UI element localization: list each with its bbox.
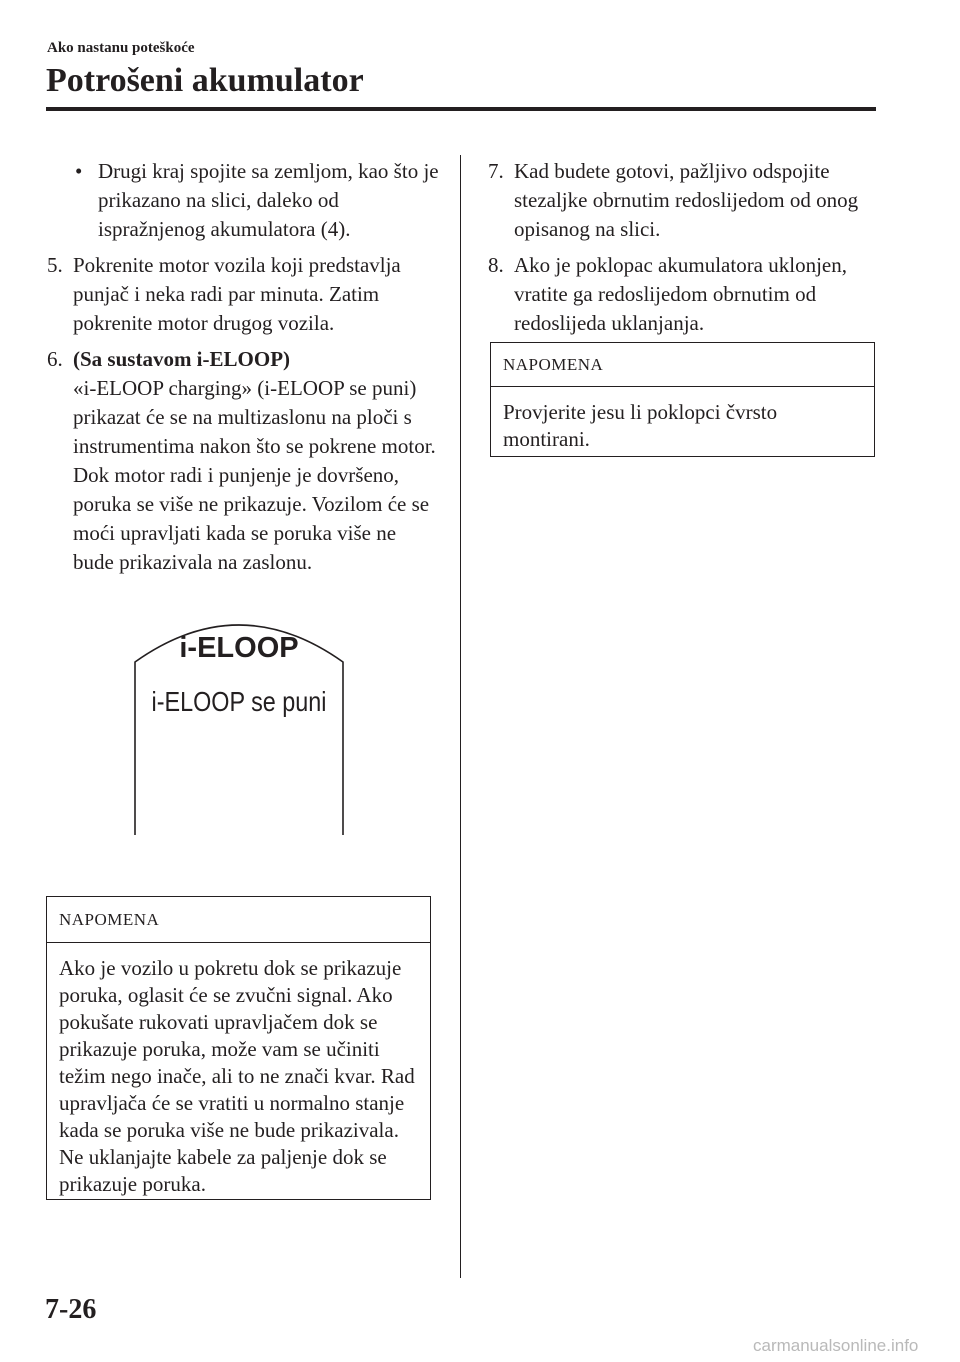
- step-number: 5.: [47, 253, 63, 277]
- step-5: [47, 251, 442, 338]
- left-column: [47, 157, 442, 584]
- step-number: 8.: [488, 253, 504, 277]
- step-text: Ako je poklopac akumulatora uklonjen, vratite ga redoslijedom obrnutim od redoslijeda uklanjanja.: [514, 253, 847, 335]
- step-6: [47, 345, 442, 577]
- display-message: i-ELOOP se puni: [151, 686, 327, 717]
- page-number: 7-26: [45, 1294, 97, 1325]
- note-heading: NAPOMENA: [47, 897, 430, 943]
- step-text: «i-ELOOP charging» (i-ELOOP se puni) prikazat će se na multizaslonu na ploči s instrumentima nakon što se pokrene motor. Dok motor radi i punjenje je dovršeno, poruka se više ne prikazuje. Vozilom će se moći upravljati kada se poruka više ne bude prikazivala na zaslonu.: [73, 376, 436, 574]
- display-heading: i-ELOOP: [179, 632, 299, 664]
- note-heading: NAPOMENA: [491, 343, 874, 387]
- note-text: Provjerite jesu li poklopci čvrsto montirani.: [503, 400, 778, 451]
- note-box-left: [46, 896, 431, 1200]
- step-number: 7.: [488, 159, 504, 183]
- note-box-right: [490, 342, 875, 457]
- ieloop-display-illustration: [134, 600, 344, 835]
- step-text: Pokrenite motor vozila koji predstavlja punjač i neka radi par minuta. Zatim pokrenite motor drugog vozila.: [73, 253, 401, 335]
- title-rule: [46, 107, 876, 111]
- note-text: Ako je vozilo u pokretu dok se prikazuje poruka, oglasit će se zvučni signal. Ako pokušate rukovati upravljačem dok se prikazuje poruka, može vam se učiniti težim nego inače, ali to ne znači kvar. Rad upravljača će se vratiti u normalno stanje kada se poruka više ne bude prikazivala. Ne uklanjajte kabele za paljenje dok se prikazuje poruka.: [59, 956, 415, 1196]
- bullet-marker: •: [75, 159, 83, 183]
- bullet-item: [47, 157, 442, 244]
- step-number: 6.: [47, 347, 63, 371]
- right-column: [488, 157, 888, 345]
- column-divider: [460, 155, 461, 1278]
- watermark: carmanualsonline.info: [753, 1336, 919, 1355]
- step-7: [488, 157, 888, 244]
- step-heading: (Sa sustavom i-ELOOP): [73, 347, 291, 371]
- step-text: Kad budete gotovi, pažljivo odspojite stezaljke obrnutim redoslijedom od onog opisanog na slici.: [514, 159, 859, 241]
- page-title: Potrošeni akumulator: [46, 62, 364, 99]
- breadcrumb: Ako nastanu poteškoće: [47, 40, 195, 56]
- bullet-text: Drugi kraj spojite sa zemljom, kao što je prikazano na slici, daleko od ispražnjenog akumulatora (4).: [98, 159, 439, 241]
- step-8: [488, 251, 888, 338]
